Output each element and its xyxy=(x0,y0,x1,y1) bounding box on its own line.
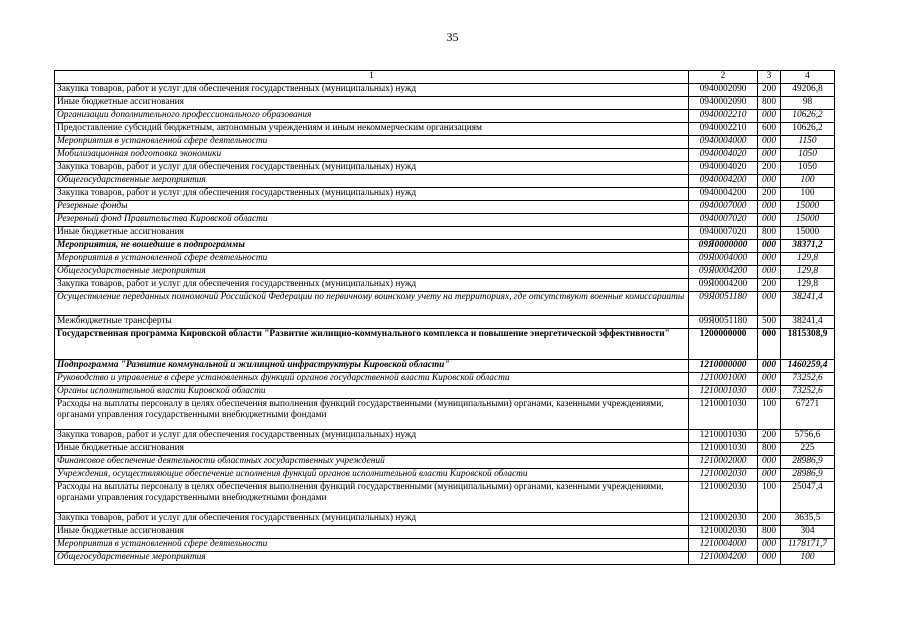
cell-sum: 3635,5 xyxy=(781,513,835,526)
table-row xyxy=(55,201,835,214)
cell-code: 09Я0051180 xyxy=(689,316,758,329)
cell-code: 0940004200 xyxy=(689,175,758,188)
cell-sum: 129,8 xyxy=(781,266,835,279)
cell-name: Мероприятия в установленной сфере деятельности xyxy=(55,253,689,266)
cell-name: Организации дополнительного профессионального образования xyxy=(55,110,689,123)
cell-code: 1210002030 xyxy=(689,513,758,526)
cell-name: Закупка товаров, работ и услуг для обеспечения государственных (муниципальных) нужд xyxy=(55,279,689,292)
cell-type: 000 xyxy=(758,175,781,188)
cell-code: 1210001000 xyxy=(689,373,758,386)
cell-sum: 1150 xyxy=(781,136,835,149)
table-row xyxy=(55,240,835,253)
table-row xyxy=(55,399,835,430)
cell-code: 1210002030 xyxy=(689,469,758,482)
cell-sum: 15000 xyxy=(781,201,835,214)
table-row xyxy=(55,149,835,162)
cell-type: 000 xyxy=(758,386,781,399)
cell-name: Закупка товаров, работ и услуг для обеспечения государственных (муниципальных) нужд xyxy=(55,188,689,201)
cell-type: 000 xyxy=(758,149,781,162)
cell-name: Закупка товаров, работ и услуг для обеспечения государственных (муниципальных) нужд xyxy=(55,513,689,526)
cell-code: 09Я0004200 xyxy=(689,279,758,292)
table-row xyxy=(55,552,835,565)
table-row xyxy=(55,136,835,149)
cell-sum: 100 xyxy=(781,552,835,565)
cell-name: Финансовое обеспечение деятельности областных государственных учреждений xyxy=(55,456,689,469)
cell-code: 0940004200 xyxy=(689,188,758,201)
cell-type: 000 xyxy=(758,329,781,360)
cell-name: Расходы на выплаты персоналу в целях обеспечения выполнения функций государственными (муниципальными) органами, казенными учреждениями, органами управления государственными внебюджетными фондами xyxy=(55,399,689,430)
cell-code: 09Я0004200 xyxy=(689,266,758,279)
cell-sum: 38241,4 xyxy=(781,316,835,329)
cell-code: 0940004020 xyxy=(689,162,758,175)
cell-type: 100 xyxy=(758,399,781,430)
cell-type: 000 xyxy=(758,456,781,469)
cell-type: 600 xyxy=(758,123,781,136)
cell-type: 200 xyxy=(758,279,781,292)
cell-name: Иные бюджетные ассигнования xyxy=(55,443,689,456)
cell-sum: 10626,2 xyxy=(781,123,835,136)
cell-sum: 98 xyxy=(781,97,835,110)
table-row xyxy=(55,443,835,456)
cell-code: 1210002030 xyxy=(689,526,758,539)
cell-name: Иные бюджетные ассигнования xyxy=(55,526,689,539)
cell-name: Межбюджетные трансферты xyxy=(55,316,689,329)
cell-sum: 49206,8 xyxy=(781,84,835,97)
cell-code: 0940004020 xyxy=(689,149,758,162)
table-row xyxy=(55,123,835,136)
cell-sum: 1815308,9 xyxy=(781,329,835,360)
cell-code: 1210004000 xyxy=(689,539,758,552)
cell-type: 000 xyxy=(758,292,781,316)
cell-code: 0940007020 xyxy=(689,227,758,240)
cell-sum: 73252,6 xyxy=(781,373,835,386)
budget-table xyxy=(54,70,835,565)
cell-code: 09Я0051180 xyxy=(689,292,758,316)
table-row xyxy=(55,175,835,188)
cell-type: 800 xyxy=(758,97,781,110)
cell-sum: 1050 xyxy=(781,162,835,175)
cell-name: Учреждения, осуществляющие обеспечение исполнения функций органов исполнительной власти Кировской области xyxy=(55,469,689,482)
cell-type: 800 xyxy=(758,526,781,539)
cell-name: Общегосударственные мероприятия xyxy=(55,552,689,565)
cell-name: Предоставление субсидий бюджетным, автономным учреждениям и иным некоммерческим организациям xyxy=(55,123,689,136)
cell-name: Органы исполнительной власти Кировской области xyxy=(55,386,689,399)
cell-sum: 73252,6 xyxy=(781,386,835,399)
cell-name: Руководство и управление в сфере установленных функций органов государственной власти Кировской области xyxy=(55,373,689,386)
table-row xyxy=(55,482,835,513)
cell-sum: 5756,6 xyxy=(781,430,835,443)
cell-name: Расходы на выплаты персоналу в целях обеспечения выполнения функций государственными (муниципальными) органами, казенными учреждениями, органами управления государственными внебюджетными фондами xyxy=(55,482,689,513)
cell-code: 09Я0004000 xyxy=(689,253,758,266)
cell-code: 0940002090 xyxy=(689,84,758,97)
cell-type: 000 xyxy=(758,136,781,149)
cell-type: 000 xyxy=(758,373,781,386)
column-header-code: 2 xyxy=(689,71,758,84)
cell-name: Общегосударственные мероприятия xyxy=(55,266,689,279)
cell-name: Иные бюджетные ассигнования xyxy=(55,97,689,110)
table-row xyxy=(55,97,835,110)
cell-name: Закупка товаров, работ и услуг для обеспечения государственных (муниципальных) нужд xyxy=(55,84,689,97)
cell-code: 0940007000 xyxy=(689,201,758,214)
cell-sum: 129,8 xyxy=(781,253,835,266)
cell-code: 1210002000 xyxy=(689,456,758,469)
cell-type: 200 xyxy=(758,162,781,175)
cell-code: 0940004000 xyxy=(689,136,758,149)
cell-name: Резервный фонд Правительства Кировской области xyxy=(55,214,689,227)
table-row xyxy=(55,539,835,552)
cell-code: 1210004200 xyxy=(689,552,758,565)
cell-type: 200 xyxy=(758,84,781,97)
cell-name: Подпрограмма "Развитие коммунальной и жилищной инфраструктуры Кировской области" xyxy=(55,360,689,373)
cell-sum: 10626,2 xyxy=(781,110,835,123)
cell-code: 1210001030 xyxy=(689,399,758,430)
table-row xyxy=(55,373,835,386)
cell-type: 200 xyxy=(758,430,781,443)
cell-type: 500 xyxy=(758,316,781,329)
table-row xyxy=(55,84,835,97)
table-row xyxy=(55,279,835,292)
page-number: 35 xyxy=(446,30,459,44)
table-body xyxy=(55,84,835,565)
cell-name: Резервные фонды xyxy=(55,201,689,214)
cell-type: 000 xyxy=(758,360,781,373)
cell-name: Мероприятия в установленной сфере деятельности xyxy=(55,539,689,552)
table-row xyxy=(55,469,835,482)
cell-sum: 28986,9 xyxy=(781,456,835,469)
cell-sum: 15000 xyxy=(781,214,835,227)
cell-type: 000 xyxy=(758,201,781,214)
cell-code: 1210001030 xyxy=(689,430,758,443)
cell-sum: 304 xyxy=(781,526,835,539)
cell-code: 09Я0000000 xyxy=(689,240,758,253)
table-row xyxy=(55,227,835,240)
cell-sum: 100 xyxy=(781,188,835,201)
table-row xyxy=(55,316,835,329)
cell-sum: 38371,2 xyxy=(781,240,835,253)
cell-type: 000 xyxy=(758,240,781,253)
cell-sum: 15000 xyxy=(781,227,835,240)
table-row xyxy=(55,253,835,266)
table-row xyxy=(55,188,835,201)
table-row xyxy=(55,266,835,279)
cell-name: Мероприятия в установленной сфере деятельности xyxy=(55,136,689,149)
cell-code: 1210002030 xyxy=(689,482,758,513)
cell-name: Закупка товаров, работ и услуг для обеспечения государственных (муниципальных) нужд xyxy=(55,430,689,443)
cell-type: 000 xyxy=(758,539,781,552)
cell-sum: 38241,4 xyxy=(781,292,835,316)
table-row xyxy=(55,526,835,539)
cell-type: 800 xyxy=(758,443,781,456)
cell-code: 0940002210 xyxy=(689,123,758,136)
table-header-row xyxy=(55,71,835,84)
cell-type: 000 xyxy=(758,469,781,482)
table-row xyxy=(55,430,835,443)
cell-type: 200 xyxy=(758,513,781,526)
column-header-type: 3 xyxy=(758,71,781,84)
table-row xyxy=(55,214,835,227)
column-header-sum: 4 xyxy=(781,71,835,84)
cell-code: 0940002210 xyxy=(689,110,758,123)
cell-type: 000 xyxy=(758,266,781,279)
table-row xyxy=(55,329,835,360)
cell-sum: 225 xyxy=(781,443,835,456)
cell-type: 000 xyxy=(758,110,781,123)
cell-type: 000 xyxy=(758,253,781,266)
cell-sum: 28986,9 xyxy=(781,469,835,482)
table-row xyxy=(55,386,835,399)
cell-name: Государственная программа Кировской области "Развитие жилищно-коммунального комплекса и повышение энергетической эффективности" xyxy=(55,329,689,360)
cell-type: 800 xyxy=(758,227,781,240)
cell-code: 1210000000 xyxy=(689,360,758,373)
cell-sum: 25047,4 xyxy=(781,482,835,513)
table-row xyxy=(55,162,835,175)
table-row xyxy=(55,513,835,526)
cell-sum: 67271 xyxy=(781,399,835,430)
cell-code: 1210001030 xyxy=(689,443,758,456)
table-row xyxy=(55,292,835,316)
cell-code: 1210001030 xyxy=(689,386,758,399)
cell-name: Иные бюджетные ассигнования xyxy=(55,227,689,240)
cell-code: 0940002090 xyxy=(689,97,758,110)
cell-name: Мероприятия, не вошедшие в подпрограммы xyxy=(55,240,689,253)
cell-sum: 1460259,4 xyxy=(781,360,835,373)
column-header-name: 1 xyxy=(55,71,689,84)
cell-type: 000 xyxy=(758,552,781,565)
table-row xyxy=(55,456,835,469)
cell-type: 200 xyxy=(758,188,781,201)
table-row xyxy=(55,360,835,373)
cell-sum: 129,8 xyxy=(781,279,835,292)
cell-name: Общегосударственные мероприятия xyxy=(55,175,689,188)
cell-sum: 100 xyxy=(781,175,835,188)
cell-code: 0940007020 xyxy=(689,214,758,227)
table-row xyxy=(55,110,835,123)
cell-name: Осуществление переданных полномочий Российской Федерации по первичному воинскому учету на территориях, где отсутствуют военные комиссариаты xyxy=(55,292,689,316)
cell-name: Закупка товаров, работ и услуг для обеспечения государственных (муниципальных) нужд xyxy=(55,162,689,175)
cell-type: 000 xyxy=(758,214,781,227)
cell-sum: 1050 xyxy=(781,149,835,162)
cell-name: Мобилизационная подготовка экономики xyxy=(55,149,689,162)
cell-type: 100 xyxy=(758,482,781,513)
cell-sum: 1178171,7 xyxy=(781,539,835,552)
cell-code: 1200000000 xyxy=(689,329,758,360)
